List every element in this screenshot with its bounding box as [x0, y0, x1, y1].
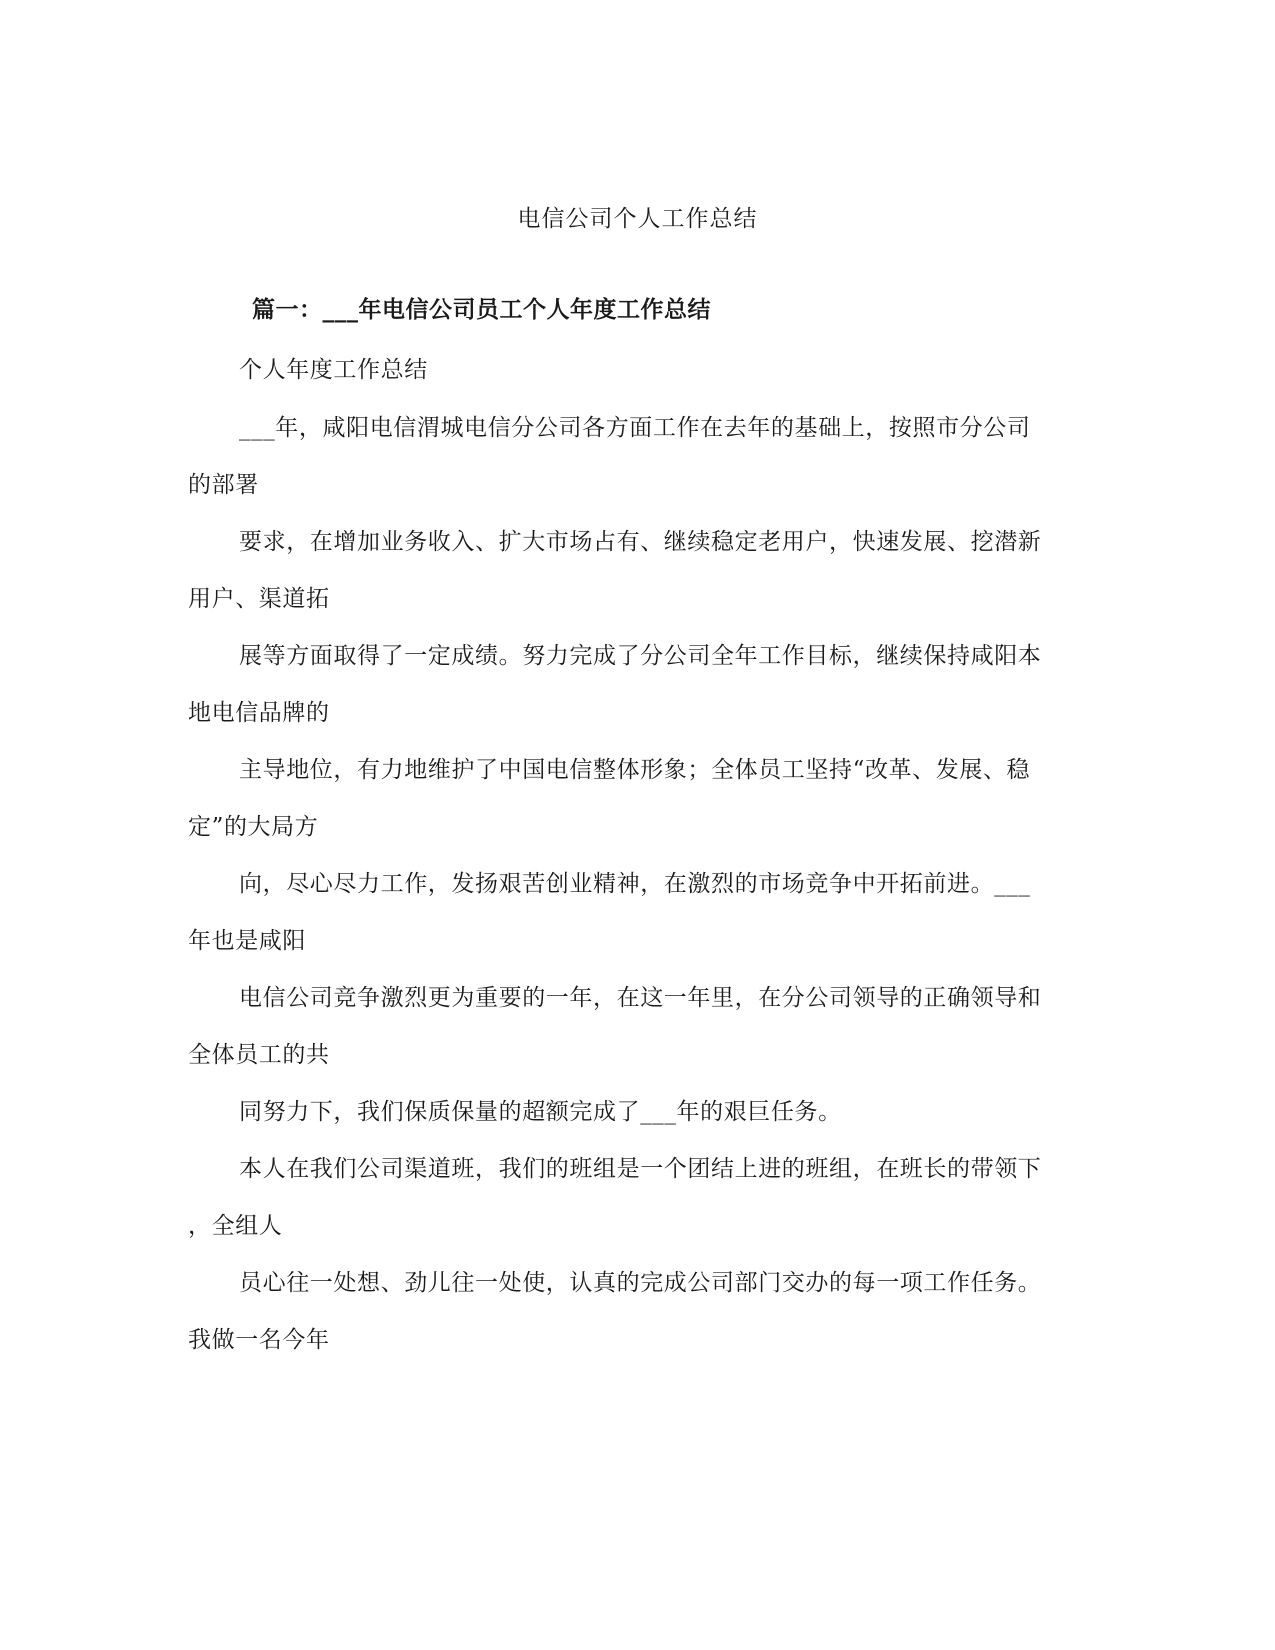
paragraph-line: 展等方面取得了一定成绩。努力完成了分公司全年工作目标，继续保持咸阳本: [239, 643, 1042, 669]
paragraph-line: 员心往一处想、劲儿往一处使，认真的完成公司部门交办的每一项工作任务。: [239, 1270, 1042, 1296]
section-heading: 篇一：___年电信公司员工个人年度工作总结: [252, 296, 711, 323]
paragraph-line: 的部署: [188, 472, 259, 498]
paragraph-line: ，全组人: [188, 1213, 283, 1239]
paragraph-line: 电信公司竞争激烈更为重要的一年，在这一年里，在分公司领导的正确领导和: [239, 985, 1042, 1011]
paragraph-line: 同努力下，我们保质保量的超额完成了___年的艰巨任务。: [239, 1099, 842, 1125]
paragraph-line: 全体员工的共: [188, 1042, 330, 1068]
paragraph-line: 定”的大局方: [188, 814, 319, 840]
paragraph-line: 主导地位，有力地维护了中国电信整体形象；全体员工坚持“改革、发展、稳: [239, 757, 1031, 783]
paragraph-line: 本人在我们公司渠道班，我们的班组是一个团结上进的班组，在班长的带领下: [239, 1156, 1042, 1182]
paragraph-line: 要求，在增加业务收入、扩大市场占有、继续稳定老用户，快速发展、挖潜新: [239, 529, 1042, 555]
paragraph-line: 向，尽心尽力工作，发扬艰苦创业精神，在激烈的市场竞争中开拓前进。___: [239, 871, 1031, 897]
paragraph-line: 我做一名今年: [188, 1327, 330, 1353]
paragraph-line: 个人年度工作总结: [239, 357, 428, 383]
paragraph-line: 用户、渠道拓: [188, 586, 330, 612]
paragraph-line: ___年，咸阳电信渭城电信分公司各方面工作在去年的基础上，按照市分公司: [239, 415, 1031, 441]
paragraph-line: 年也是咸阳: [188, 928, 306, 954]
paragraph-line: 地电信品牌的: [188, 700, 330, 726]
document-title: 电信公司个人工作总结: [517, 206, 758, 232]
